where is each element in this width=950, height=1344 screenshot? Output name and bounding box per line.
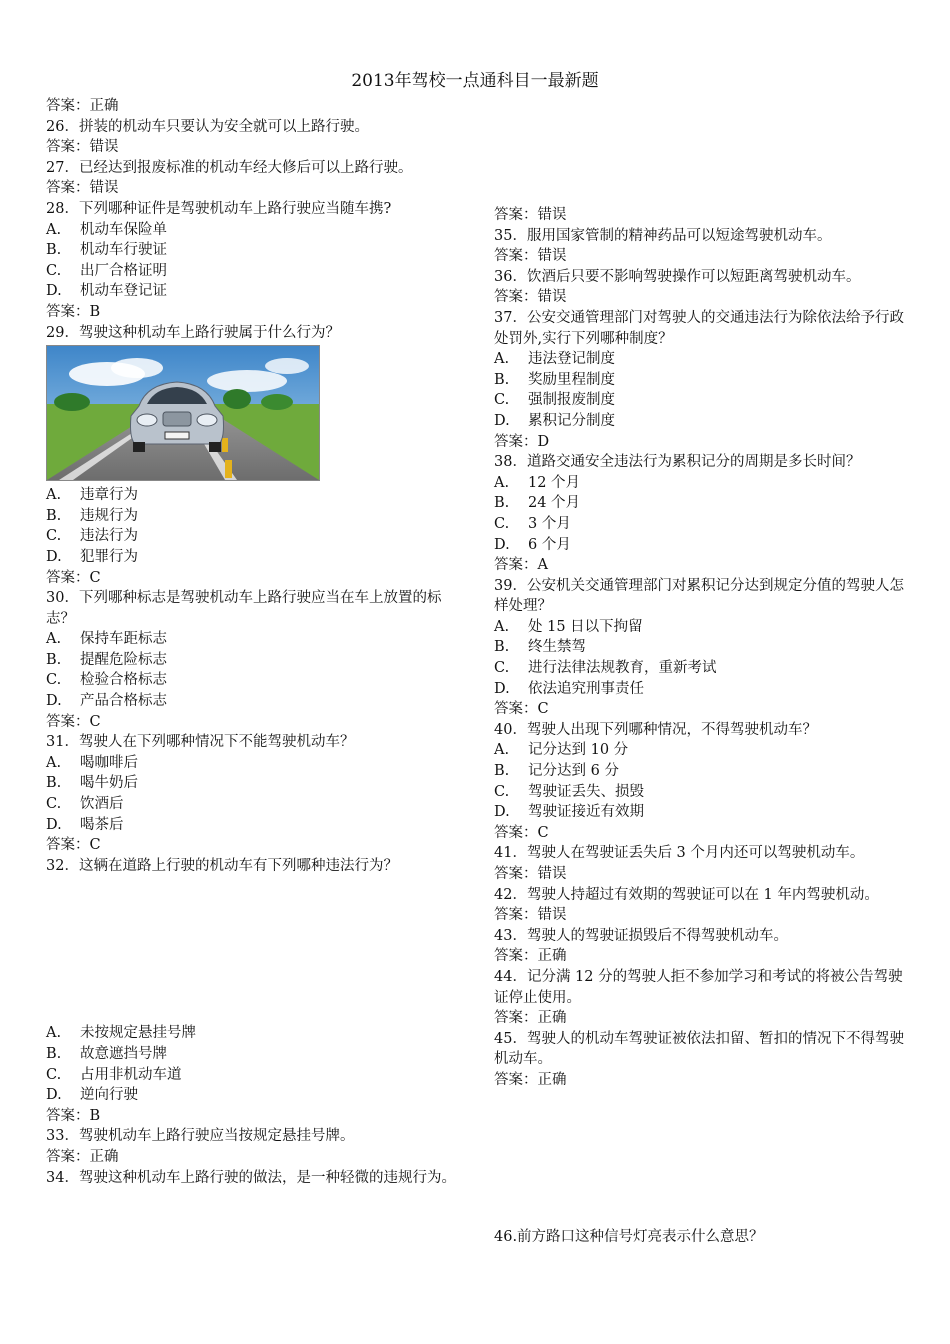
answer-line: 答案：错误: [494, 289, 567, 306]
answer-option: [494, 782, 914, 803]
option-key: A.: [494, 742, 510, 759]
option-key: B.: [494, 495, 510, 512]
answer-option: [46, 1065, 466, 1086]
question-line: 46.前方路口这种信号灯亮表示什么意思？: [494, 1228, 764, 1245]
answer-option: [46, 794, 466, 815]
option-key: A.: [46, 1025, 62, 1042]
answer-option: [46, 506, 466, 527]
answer-option: [494, 679, 914, 700]
answer-line: 答案：B: [46, 303, 101, 320]
question-line: 38．道路交通安全违法行为累积记分的周期是多长时间？: [494, 454, 861, 471]
answer-option: [494, 658, 914, 679]
option-key: D.: [46, 816, 62, 833]
answer-line: 答案：正确: [46, 98, 119, 114]
option-key: A.: [494, 618, 510, 635]
question-line: 41．驾驶人在驾驶证丢失后 3 个月内还可以驾驶机动车。: [494, 845, 865, 862]
answer-line: 答案：D: [494, 433, 550, 450]
answer-option: [494, 802, 914, 823]
answer-line: 答案：正确: [494, 1071, 567, 1088]
option-text: 保持车距标志: [80, 631, 167, 648]
option-key: C.: [494, 660, 510, 677]
answer-option: [46, 547, 466, 568]
document-title: 2013年驾校一点通科目一最新题: [351, 71, 599, 91]
blank-space: [46, 876, 466, 1023]
question-line: 34．驾驶这种机动车上路行驶的做法，是一种轻微的违规行为。: [46, 1169, 456, 1186]
option-text: 处 15 日以下拘留: [528, 618, 643, 635]
answer-option: [46, 670, 466, 691]
answer-line: 答案：B: [46, 1107, 101, 1124]
option-text: 机动车行驶证: [80, 242, 167, 259]
answer-option: [46, 1085, 466, 1106]
option-text: 累积记分制度: [528, 412, 615, 429]
answer-line: 答案：错误: [46, 180, 119, 197]
option-text: 犯罪行为: [80, 548, 138, 565]
answer-option: [46, 773, 466, 794]
option-key: B.: [494, 371, 510, 388]
blank-space: [494, 1091, 914, 1227]
answer-option: [494, 473, 914, 494]
option-key: C.: [46, 528, 62, 545]
option-key: D.: [46, 283, 62, 300]
option-key: C.: [46, 796, 62, 813]
question-line: 31．驾驶人在下列哪种情况下不能驾驶机动车？: [46, 734, 355, 751]
question-line: 30．下列哪种标志是驾驶机动车上路行驶应当在车上放置的标志？: [46, 590, 442, 627]
question-line: 40．驾驶人出现下列哪种情况，不得驾驶机动车？: [494, 721, 817, 738]
answer-line: 答案：错误: [494, 907, 567, 924]
answer-line: 答案：正确: [494, 1010, 567, 1027]
option-text: 6 个月: [528, 536, 571, 553]
answer-line: 答案：错误: [46, 139, 119, 156]
option-key: B.: [494, 639, 510, 656]
question-line: 43．驾驶人的驾驶证损毁后不得驾驶机动车。: [494, 927, 788, 944]
option-key: D.: [494, 680, 510, 697]
option-text: 记分达到 6 分: [528, 763, 619, 780]
option-key: C.: [494, 515, 510, 532]
answer-line: 答案：正确: [46, 1148, 119, 1165]
option-text: 驾驶证接近有效期: [528, 804, 644, 821]
right-column: [494, 205, 914, 1247]
answer-option: [46, 261, 466, 282]
option-text: 占用非机动车道: [80, 1066, 182, 1083]
question-line: 32．这辆在道路上行驶的机动车有下列哪种违法行为？: [46, 857, 398, 874]
option-key: B.: [46, 651, 62, 668]
option-key: B.: [494, 763, 510, 780]
option-key: C.: [494, 783, 510, 800]
answer-line: 答案：C: [494, 701, 549, 718]
option-text: 提醒危险标志: [80, 651, 167, 668]
option-text: 强制报废制度: [528, 392, 615, 409]
option-text: 产品合格标志: [80, 693, 167, 710]
option-text: 记分达到 10 分: [528, 742, 629, 759]
answer-option: [494, 535, 914, 556]
option-text: 喝牛奶后: [80, 775, 138, 792]
question-line: 37．公安交通管理部门对驾驶人的交通违法行为除依法给予行政处罚外,实行下列哪种制度？: [494, 309, 904, 347]
option-text: 喝茶后: [80, 816, 124, 833]
option-text: 喝咖啡后: [80, 754, 138, 771]
option-text: 违章行为: [80, 487, 138, 504]
answer-option: [46, 1044, 466, 1065]
answer-option: [494, 411, 914, 432]
option-key: D.: [494, 536, 510, 553]
answer-option: [46, 629, 466, 650]
answer-option: [46, 1023, 466, 1044]
option-text: 出厂合格证明: [80, 262, 167, 279]
option-text: 进行法律法规教育，重新考试: [528, 660, 717, 677]
answer-option: [46, 281, 466, 302]
option-key: D.: [46, 1087, 62, 1104]
answer-line: 答案：C: [46, 713, 101, 730]
option-key: B.: [46, 1046, 62, 1062]
option-text: 12 个月: [528, 474, 581, 491]
question-line: 27．已经达到报废标准的机动车经大修后可以上路行驶。: [46, 159, 413, 176]
answer-line: 答案：错误: [494, 866, 567, 882]
answer-line: 答案：正确: [494, 948, 567, 965]
option-text: 饮酒后: [80, 796, 124, 813]
answer-line: 答案：C: [494, 824, 549, 841]
option-key: D.: [46, 693, 62, 710]
answer-option: [494, 740, 914, 761]
option-text: 机动车登记证: [80, 283, 167, 300]
option-key: A.: [494, 474, 510, 491]
answer-line: 答案：错误: [494, 207, 567, 223]
answer-option: [46, 485, 466, 506]
option-text: 违法行为: [80, 528, 138, 545]
option-text: 24 个月: [528, 495, 581, 512]
option-key: D.: [46, 548, 62, 565]
option-text: 终生禁驾: [528, 639, 586, 656]
question-line: 44．记分满 12 分的驾驶人拒不参加学习和考试的将被公告驾驶证停止使用。: [494, 968, 903, 1006]
option-text: 机动车保险单: [80, 221, 167, 238]
question-line: 42．驾驶人持超过有效期的驾驶证可以在 1 年内驾驶机动。: [494, 886, 879, 903]
question-line: 39．公安机关交通管理部门对累积记分达到规定分值的驾驶人怎样处理？: [494, 577, 904, 615]
option-key: B.: [46, 507, 62, 524]
answer-option: [46, 691, 466, 712]
option-text: 奖励里程制度: [528, 371, 615, 388]
answer-line: 答案：C: [46, 569, 101, 586]
option-text: 3 个月: [528, 515, 571, 532]
answer-option: [46, 220, 466, 241]
option-text: 违法登记制度: [528, 351, 615, 368]
answer-option: [494, 493, 914, 514]
question-line: 45．驾驶人的机动车驾驶证被依法扣留、暂扣的情况下不得驾驶机动车。: [494, 1030, 904, 1068]
question-line: 33．驾驶机动车上路行驶应当按规定悬挂号牌。: [46, 1128, 355, 1145]
option-key: C.: [46, 672, 62, 689]
option-text: 依法追究刑事责任: [528, 680, 644, 697]
answer-option: [494, 514, 914, 535]
option-text: 逆向行驶: [80, 1087, 138, 1104]
answer-option: [494, 637, 914, 658]
option-text: 检验合格标志: [80, 672, 167, 689]
option-key: D.: [494, 804, 510, 821]
question-line: 35．服用国家管制的精神药品可以短途驾驶机动车。: [494, 227, 832, 244]
question-line: 36．饮酒后只要不影响驾驶操作可以短距离驾驶机动车。: [494, 268, 861, 285]
option-text: 违规行为: [80, 507, 138, 524]
option-text: 未按规定悬挂号牌: [80, 1025, 196, 1042]
option-key: C.: [46, 262, 62, 279]
left-column: [46, 96, 466, 1188]
question-line: 29．驾驶这种机动车上路行驶属于什么行为？: [46, 324, 340, 341]
option-key: A.: [46, 631, 62, 648]
answer-option: [46, 815, 466, 836]
answer-option: [46, 526, 466, 547]
option-key: C.: [494, 392, 510, 409]
option-key: B.: [46, 242, 62, 259]
question-line: 28．下列哪种证件是驾驶机动车上路行驶应当随车携?: [46, 200, 392, 217]
answer-option: [494, 390, 914, 411]
option-key: C.: [46, 1066, 62, 1083]
option-key: A.: [46, 221, 62, 238]
option-text: 故意遮挡号牌: [80, 1046, 167, 1062]
answer-option: [494, 370, 914, 391]
option-key: D.: [494, 412, 510, 429]
answer-option: [494, 349, 914, 370]
option-key: A.: [494, 351, 510, 368]
option-key: A.: [46, 754, 62, 771]
answer-line: 答案：A: [494, 557, 548, 574]
answer-option: [46, 753, 466, 774]
answer-option: [46, 650, 466, 671]
answer-line: 答案：C: [46, 837, 101, 854]
answer-option: [494, 761, 914, 782]
question-line: 26．拼装的机动车只要认为安全就可以上路行驶。: [46, 118, 369, 135]
option-key: A.: [46, 487, 62, 504]
car-on-road-image: [46, 345, 320, 481]
answer-option: [494, 617, 914, 638]
option-key: B.: [46, 775, 62, 792]
answer-option: [46, 240, 466, 261]
answer-line: 答案：错误: [494, 248, 567, 265]
option-text: 驾驶证丢失、损毁: [528, 783, 644, 800]
